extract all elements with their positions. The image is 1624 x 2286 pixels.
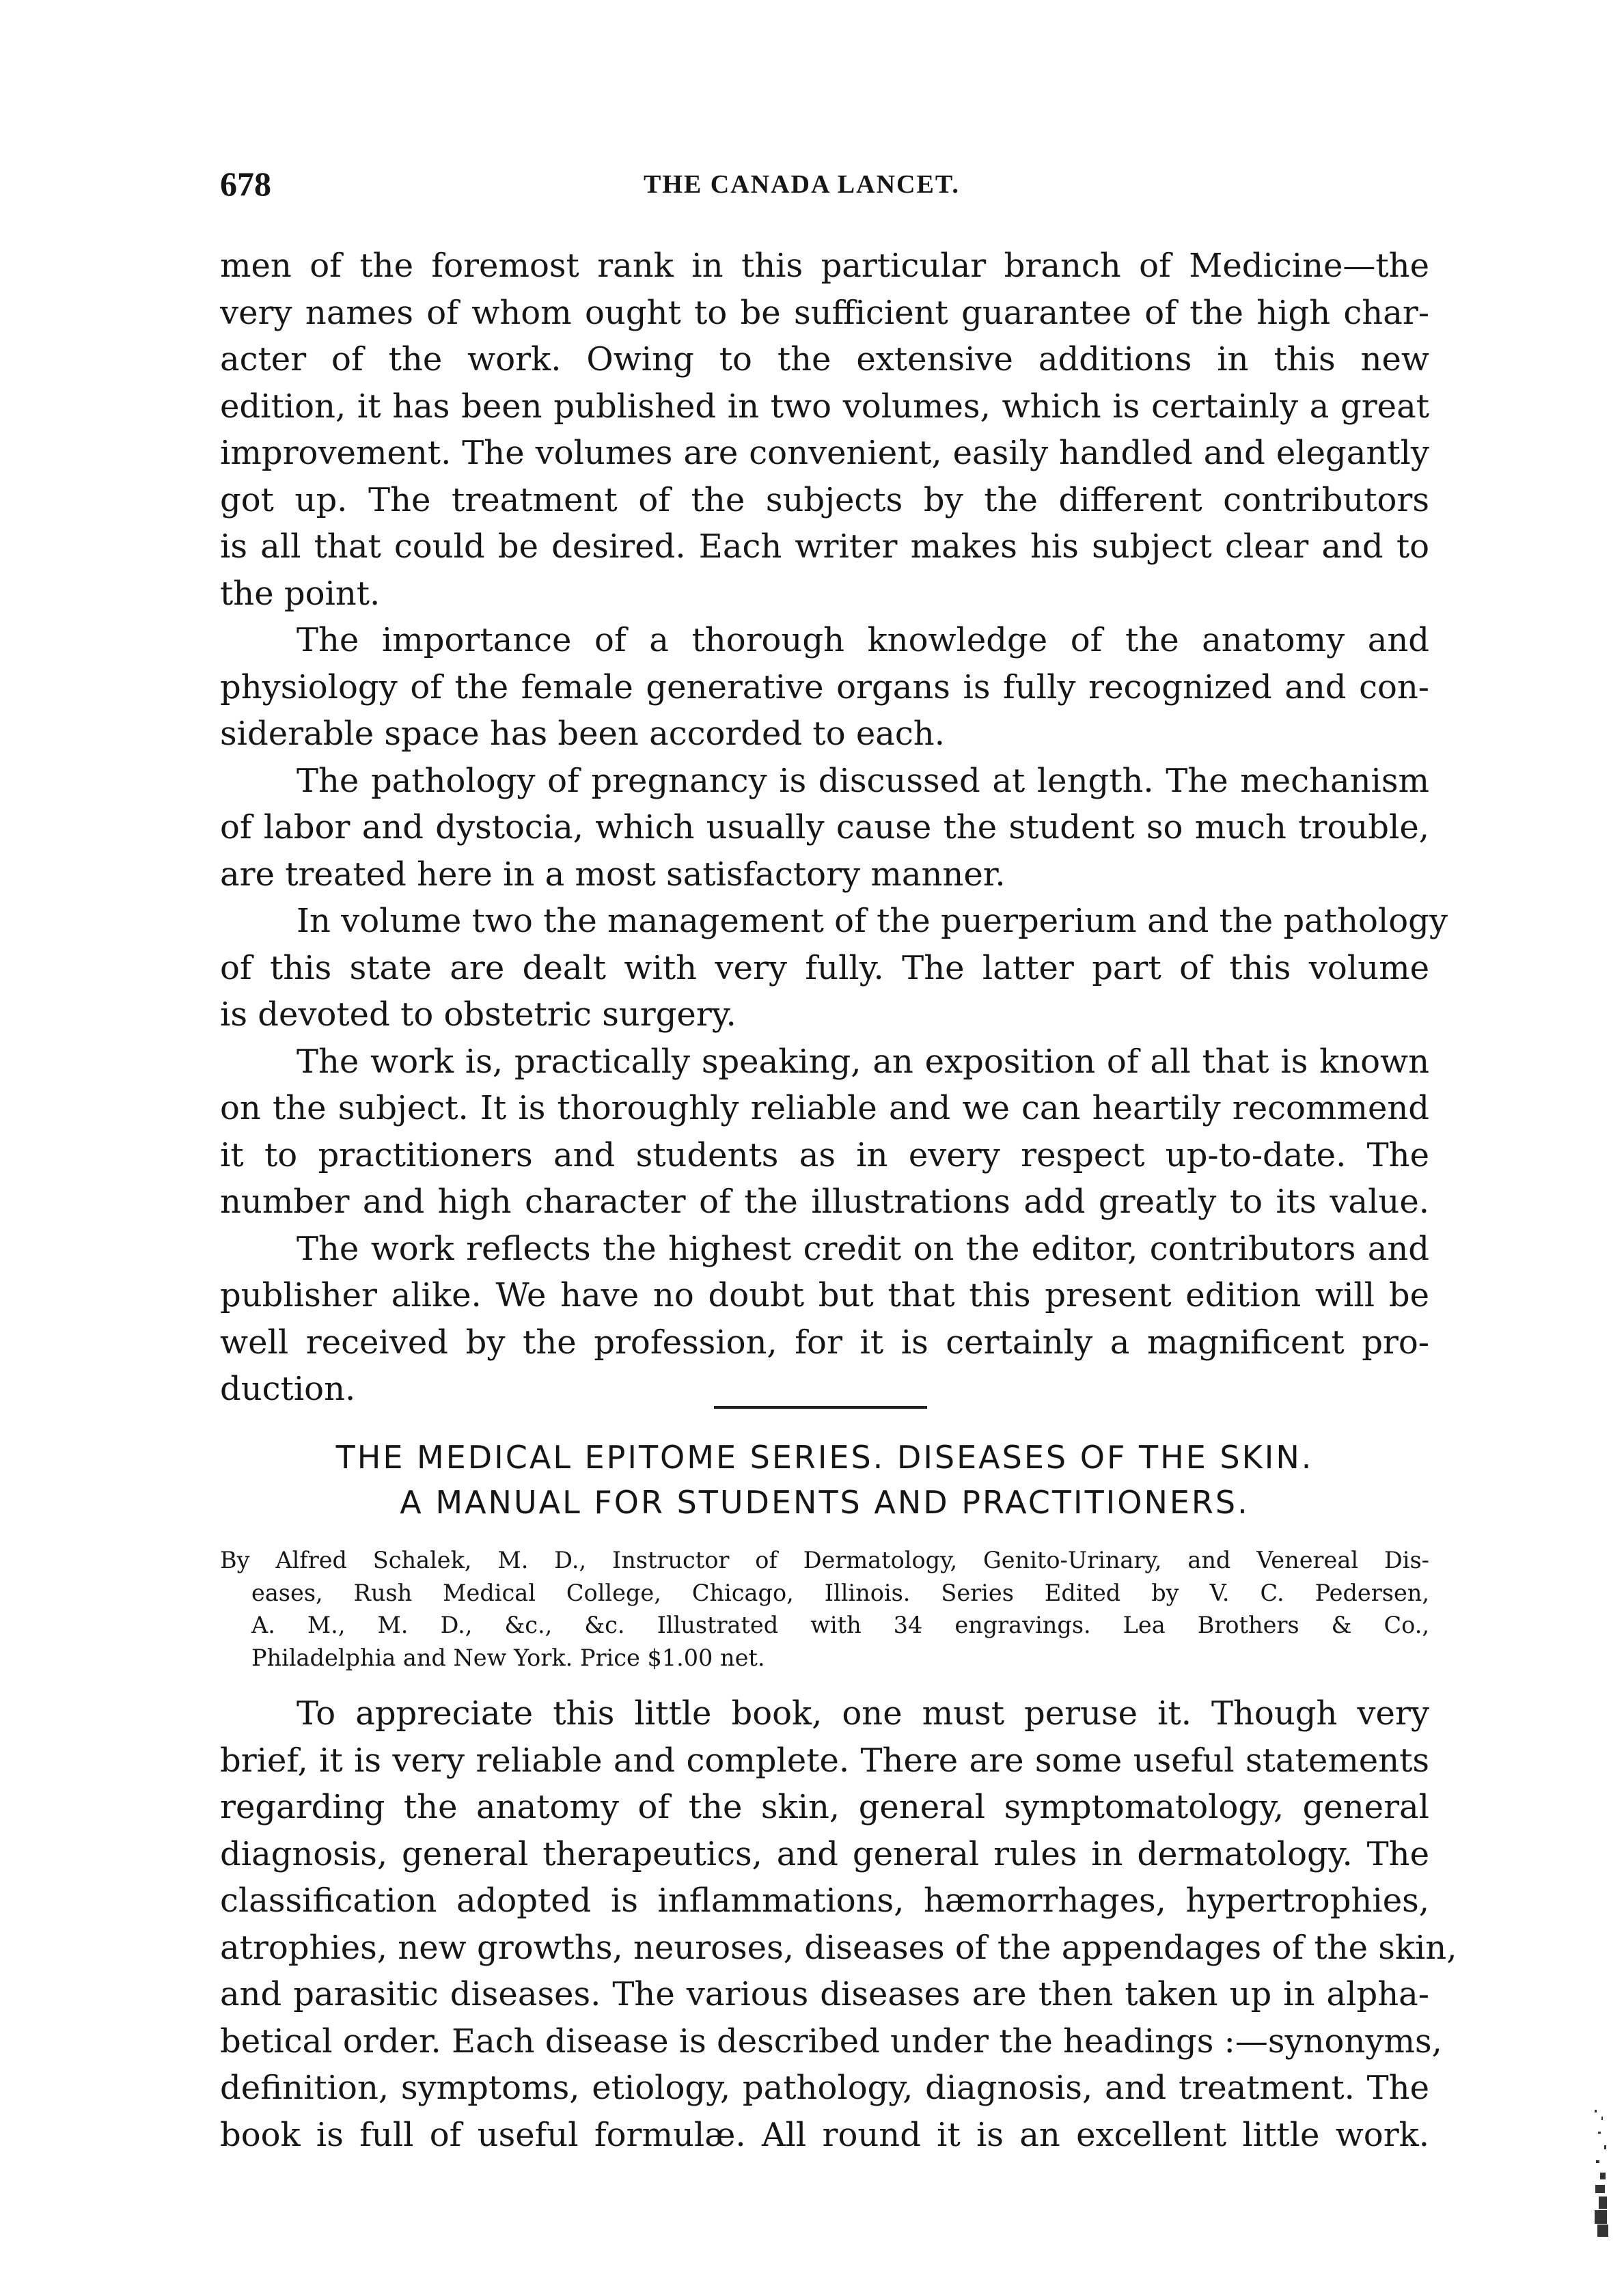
text-line: men of the foremost rank in this particular branch of Medicine—the: [220, 247, 1429, 285]
text-line: physiology of the female generative organs is fully recognized and con-: [220, 667, 1429, 706]
text-line: betical order. Each disease is described under the headings :—synonyms,: [220, 2022, 1442, 2061]
review-byline: [220, 1544, 1429, 1674]
text-line: the point.: [220, 574, 381, 613]
text-line: duction.: [220, 1370, 356, 1408]
text-line: well received by the profession, for it is certainly a magnificent pro-: [220, 1323, 1429, 1362]
text-line: To appreciate this little book, one must peruse it. Though very: [297, 1694, 1429, 1733]
text-line: siderable space has been accorded to each.: [220, 715, 945, 753]
review-title-line-2: A MANUAL FOR STUDENTS AND PRACTITIONERS.: [400, 1484, 1250, 1521]
text-line: definition, symptoms, etiology, pathology, diagnosis, and treatment. The: [220, 2069, 1429, 2107]
text-line: of labor and dystocia, which usually cause the student so much trouble,: [220, 808, 1429, 846]
text-line: The importance of a thorough knowledge of the anatomy and: [297, 621, 1429, 659]
text-line: book is full of useful formulæ. All round it is an excellent little work.: [220, 2115, 1429, 2154]
text-line: and parasitic diseases. The various diseases are then taken up in alpha-: [220, 1975, 1429, 2013]
text-line: got up. The treatment of the subjects by the different contributors: [220, 480, 1429, 519]
text-line: edition, it has been published in two volumes, which is certainly a great: [220, 387, 1429, 426]
text-line: The work is, practically speaking, an exposition of all that is known: [297, 1042, 1429, 1081]
text-line: are treated here in a most satisfactory manner.: [220, 855, 1006, 894]
text-line: atrophies, new growths, neuroses, diseases of the appendages of the skin,: [220, 1928, 1457, 1967]
text-line: In volume two the management of the puerperium and the pathology: [297, 902, 1448, 940]
text-line: acter of the work. Owing to the extensive additions in this new: [220, 340, 1429, 378]
text-line: it to practitioners and students as in every respect up-to-date. The: [220, 1135, 1429, 1174]
text-line: number and high character of the illustrations add greatly to its value.: [220, 1183, 1429, 1221]
byline-line: By Alfred Schalek, M. D., Instructor of Dermatology, Genito-Urinary, and Venereal Dis-: [220, 1547, 1429, 1573]
section-divider: [714, 1406, 927, 1409]
byline-line: eases, Rush Medical College, Chicago, Illinois. Series Edited by V. C. Pedersen,: [251, 1579, 1429, 1606]
text-line: classification adopted is inflammations, hæmorrhages, hypertrophies,: [220, 1882, 1429, 1920]
text-line: is devoted to obstetric surgery.: [220, 995, 737, 1034]
text-line: brief, it is very reliable and complete. There are some useful statements: [220, 1741, 1429, 1780]
text-line: The pathology of pregnancy is discussed at length. The mechanism: [297, 761, 1429, 800]
review-title-line-1: THE MEDICAL EPITOME SERIES. DISEASES OF THE SKIN.: [335, 1439, 1314, 1476]
page-header: [220, 164, 1429, 205]
text-line: The work reflects the highest credit on the editor, contributors and: [297, 1229, 1429, 1268]
scan-edge-artifact: [1592, 2104, 1611, 2241]
text-line: publisher alike. We have no doubt but that this present edition will be: [220, 1276, 1429, 1314]
byline-line: A. M., M. D., &c., &c. Illustrated with 34 engravings. Lea Brothers & Co.,: [251, 1612, 1429, 1638]
running-head: THE CANADA LANCET.: [644, 170, 960, 199]
byline-line: Philadelphia and New York. Price $1.00 net.: [251, 1644, 765, 1671]
page-number: 678: [220, 165, 271, 203]
review-skin-body: [220, 1690, 1457, 2158]
text-line: diagnosis, general therapeutics, and general rules in dermatology. The: [220, 1834, 1429, 1873]
text-line: improvement. The volumes are convenient, easily handled and elegantly: [220, 434, 1429, 472]
text-line: very names of whom ought to be sufficient guarantee of the high char-: [220, 293, 1429, 332]
text-line: on the subject. It is thoroughly reliable and we can heartily recommend: [220, 1089, 1429, 1127]
text-line: of this state are dealt with very fully. The latter part of this volume: [220, 948, 1429, 987]
text-line: is all that could be desired. Each writer makes his subject clear and to: [220, 527, 1429, 566]
review-obstetrics-body: [220, 243, 1448, 1413]
text-line: regarding the anatomy of the skin, general symptomatology, general: [220, 1788, 1429, 1826]
